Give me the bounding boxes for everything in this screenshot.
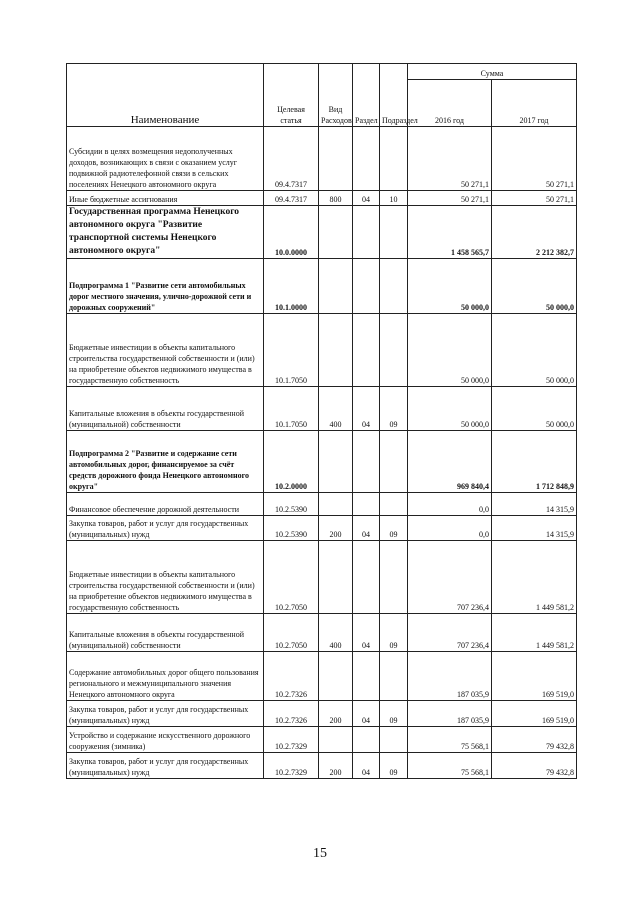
- cell-y2016: 75 568,1: [408, 753, 492, 779]
- header-section: Раздел: [353, 64, 380, 127]
- cell-name: Бюджетные инвестиции в объекты капитального строительства государственной собственности и (или) на приобретение объектов недвижимого имущества в государственную собственность: [67, 541, 264, 614]
- cell-vr: [319, 259, 353, 314]
- cell-vr: 200: [319, 516, 353, 541]
- cell-target: 10.2.7050: [264, 614, 319, 652]
- cell-rz: [353, 127, 380, 191]
- table-row: [67, 206, 577, 259]
- cell-name: Подпрограмма 2 "Развитие и содержание сети автомобильных дорог, финансируемое за счёт средств дорожного фонда Ненецкого автономного округа": [67, 431, 264, 493]
- cell-pr: [380, 206, 408, 259]
- cell-rz: [353, 652, 380, 701]
- cell-name: Финансовое обеспечение дорожной деятельности: [67, 493, 264, 516]
- cell-target: 10.1.0000: [264, 259, 319, 314]
- cell-vr: [319, 314, 353, 387]
- cell-y2016: 707 236,4: [408, 614, 492, 652]
- cell-rz: [353, 493, 380, 516]
- table-row: [67, 431, 577, 493]
- cell-y2016: 187 035,9: [408, 652, 492, 701]
- cell-y2016: 0,0: [408, 493, 492, 516]
- cell-vr: 200: [319, 753, 353, 779]
- cell-rz: 04: [353, 516, 380, 541]
- cell-pr: 09: [380, 516, 408, 541]
- cell-y2017: 50 000,0: [492, 314, 577, 387]
- header-year-2017: 2017 год: [492, 80, 577, 127]
- cell-y2016: 50 271,1: [408, 191, 492, 206]
- cell-name: Иные бюджетные ассигнования: [67, 191, 264, 206]
- page-number: 15: [313, 846, 327, 861]
- cell-y2016: 50 000,0: [408, 387, 492, 431]
- cell-target: 10.0.0000: [264, 206, 319, 259]
- cell-y2017: 50 000,0: [492, 259, 577, 314]
- cell-target: 10.2.7050: [264, 541, 319, 614]
- cell-target: 10.2.7326: [264, 652, 319, 701]
- cell-rz: [353, 259, 380, 314]
- cell-y2017: 169 519,0: [492, 701, 577, 727]
- cell-vr: [319, 727, 353, 753]
- cell-vr: [319, 206, 353, 259]
- table-row: [67, 191, 577, 206]
- cell-y2016: 707 236,4: [408, 541, 492, 614]
- header-name: Наименование: [67, 64, 264, 127]
- cell-name: Капитальные вложения в объекты государственной (муниципальной) собственности: [67, 387, 264, 431]
- cell-pr: [380, 727, 408, 753]
- cell-vr: [319, 127, 353, 191]
- cell-y2016: 0,0: [408, 516, 492, 541]
- cell-vr: [319, 493, 353, 516]
- cell-rz: 04: [353, 387, 380, 431]
- cell-target: 10.2.7329: [264, 727, 319, 753]
- cell-vr: [319, 541, 353, 614]
- header-year-2016: 2016 год: [408, 80, 492, 127]
- table-row: [67, 387, 577, 431]
- header-target: Целевая статья: [264, 64, 319, 127]
- cell-target: 10.1.7050: [264, 387, 319, 431]
- cell-rz: 04: [353, 614, 380, 652]
- header-expense-type: Вид Расходов: [319, 64, 353, 127]
- table-row: [67, 314, 577, 387]
- cell-name: Закупка товаров, работ и услуг для государственных (муниципальных) нужд: [67, 701, 264, 727]
- table-row: [67, 259, 577, 314]
- cell-y2016: 969 840,4: [408, 431, 492, 493]
- cell-vr: 400: [319, 387, 353, 431]
- cell-y2017: 50 271,1: [492, 127, 577, 191]
- cell-vr: [319, 652, 353, 701]
- cell-pr: 09: [380, 753, 408, 779]
- cell-pr: 09: [380, 701, 408, 727]
- table-row: [67, 753, 577, 779]
- cell-target: 10.2.7326: [264, 701, 319, 727]
- cell-rz: [353, 314, 380, 387]
- cell-y2017: 79 432,8: [492, 753, 577, 779]
- cell-pr: 09: [380, 614, 408, 652]
- cell-name: Содержание автомобильных дорог общего пользования регионального и межмуниципального значения Ненецкого автономного округа: [67, 652, 264, 701]
- cell-vr: 200: [319, 701, 353, 727]
- cell-y2017: 50 000,0: [492, 387, 577, 431]
- header-sum: Сумма: [408, 64, 577, 80]
- cell-name: Государственная программа Ненецкого автономного округа "Развитие транспортной системы Ненецкого автономного округа": [67, 206, 264, 259]
- cell-y2017: 1 449 581,2: [492, 614, 577, 652]
- cell-name: Субсидии в целях возмещения недополученных доходов, возникающих в связи с оказанием услуг подвижной радиотелефонной связи в сельских поселениях Ненецкого автономного округа: [67, 127, 264, 191]
- cell-target: 10.1.7050: [264, 314, 319, 387]
- cell-pr: [380, 314, 408, 387]
- cell-name: Подпрограмма 1 "Развитие сети автомобильных дорог местного значения, улично-дорожной сети и дорожных сооружений": [67, 259, 264, 314]
- cell-target: 09.4.7317: [264, 127, 319, 191]
- cell-y2016: 187 035,9: [408, 701, 492, 727]
- cell-pr: [380, 652, 408, 701]
- cell-y2017: 14 315,9: [492, 516, 577, 541]
- table-row: [67, 516, 577, 541]
- cell-pr: [380, 493, 408, 516]
- cell-name: Капитальные вложения в объекты государственной (муниципальной) собственности: [67, 614, 264, 652]
- cell-rz: [353, 206, 380, 259]
- cell-y2016: 50 000,0: [408, 259, 492, 314]
- header-subsection: Подраздел: [380, 64, 408, 127]
- cell-y2016: 1 458 565,7: [408, 206, 492, 259]
- cell-name: Закупка товаров, работ и услуг для государственных (муниципальных) нужд: [67, 516, 264, 541]
- cell-y2016: 75 568,1: [408, 727, 492, 753]
- cell-pr: [380, 431, 408, 493]
- cell-rz: [353, 727, 380, 753]
- cell-pr: [380, 127, 408, 191]
- table-row: [67, 493, 577, 516]
- cell-vr: 400: [319, 614, 353, 652]
- cell-target: 10.2.0000: [264, 431, 319, 493]
- cell-pr: [380, 541, 408, 614]
- cell-name: Устройство и содержание искусственного дорожного сооружения (зимника): [67, 727, 264, 753]
- table-row: [67, 127, 577, 191]
- cell-y2017: 14 315,9: [492, 493, 577, 516]
- cell-vr: 800: [319, 191, 353, 206]
- cell-target: 10.2.7329: [264, 753, 319, 779]
- cell-y2017: 169 519,0: [492, 652, 577, 701]
- cell-vr: [319, 431, 353, 493]
- cell-y2016: 50 000,0: [408, 314, 492, 387]
- cell-y2017: 1 449 581,2: [492, 541, 577, 614]
- cell-rz: 04: [353, 753, 380, 779]
- cell-name: Бюджетные инвестиции в объекты капитального строительства государственной собственности и (или) на приобретение объектов недвижимого имущества в государственную собственность: [67, 314, 264, 387]
- cell-pr: 10: [380, 191, 408, 206]
- cell-rz: [353, 431, 380, 493]
- cell-name: Закупка товаров, работ и услуг для государственных (муниципальных) нужд: [67, 753, 264, 779]
- cell-target: 09.4.7317: [264, 191, 319, 206]
- cell-y2017: 2 212 382,7: [492, 206, 577, 259]
- cell-y2016: 50 271,1: [408, 127, 492, 191]
- table-row: [67, 541, 577, 614]
- cell-rz: 04: [353, 191, 380, 206]
- table-row: [67, 727, 577, 753]
- table-row: [67, 614, 577, 652]
- cell-target: 10.2.5390: [264, 493, 319, 516]
- cell-pr: [380, 259, 408, 314]
- cell-pr: 09: [380, 387, 408, 431]
- budget-table: [66, 63, 577, 779]
- cell-rz: [353, 541, 380, 614]
- cell-y2017: 1 712 848,9: [492, 431, 577, 493]
- cell-target: 10.2.5390: [264, 516, 319, 541]
- cell-y2017: 50 271,1: [492, 191, 577, 206]
- table-row: [67, 701, 577, 727]
- cell-rz: 04: [353, 701, 380, 727]
- table-row: [67, 652, 577, 701]
- cell-y2017: 79 432,8: [492, 727, 577, 753]
